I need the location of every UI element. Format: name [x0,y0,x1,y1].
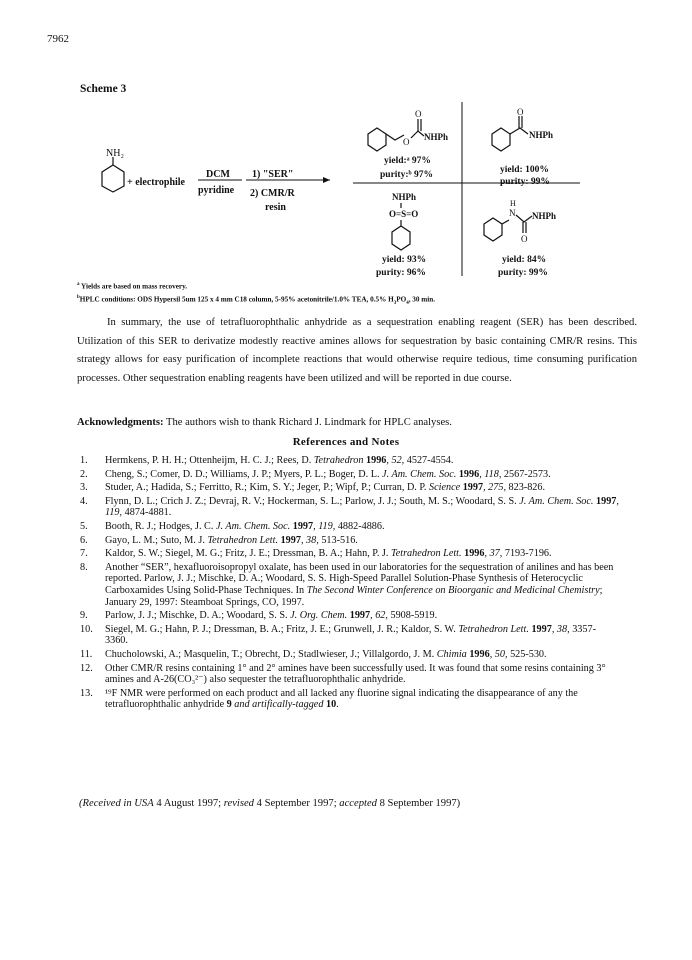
reference-authors: Gayo, L. M.; Suto, M. J. [105,534,208,546]
urea-h-label: H [510,199,516,208]
reference-journal: J. Am. Chem. Soc. [215,520,291,532]
product-4-purity: purity: 99% [498,268,548,278]
reference-number: 3. [80,482,88,494]
reference-volume: , 118, [479,468,502,480]
reference-authors: Siegel, M. G.; Hahn, P. J.; Dressman, B. A.; Fritz, J. E.; Grunwell, J. R.; Kaldor, S. W. [105,623,459,635]
reference-number: 12. [80,662,93,674]
reference-pages: 4527-4554. [404,455,454,466]
footnote-b: $^b$HPLC conditions: ODS Hypersil 5um 125 x 4 mm C18 column, 5-95% acetonitrile/1.0% TEA, 0.5% $H_3PO_4$, 30 min. [77,295,436,307]
reference-year: 1996 [466,648,490,660]
reference-item [80,663,620,686]
step-2-label: 2) CMR/R [250,188,295,199]
step-2-resin-label: resin [265,202,286,213]
reference-volume: , 52, [386,455,405,466]
product-1-purity: purity:ᵇ 97% [380,170,433,180]
reference-pages: 513-516. [318,534,358,546]
reference-volume: and artifically-tagged [231,699,326,711]
product-2-yield: yield: 100% [500,165,549,175]
received-dates [79,798,460,809]
product-3-nh-label: NHPh [392,192,417,202]
references-title: References and Notes [292,436,400,448]
accepted-label: accepted [339,798,377,809]
reference-text [105,562,620,608]
aniline-structure [102,148,124,192]
reference-authors: Parlow, J. J.; Mischke, D. A.; Woodard, S. S. [105,610,291,622]
reference-authors: Kaldor, S. W.; Siegel, M. G.; Fritz, J. E.; Dressman, B. A.; Hahn, P. J. [105,548,391,560]
reference-authors: Booth, R. J.; Hodges, J. C. [105,520,216,532]
carbonyl-oxygen-label: O [521,234,528,244]
reference-item [80,624,620,647]
product-2-structure [492,107,553,151]
carbonyl-oxygen-label: O [517,107,524,117]
reference-journal: Tetrahedron Lett. [390,548,462,560]
reference-item [80,521,620,533]
reference-authors: Flynn, D. L.; Crich J. Z.; Devraj, R. V.; Hockerman, S. L.; Parlow, J. J.; South, M. S.; Woodard, S. S. [105,495,520,507]
product-3-yield: yield: 93% [382,255,427,265]
solvent-label: DCM [206,169,230,180]
benzene-ring [102,165,124,192]
reference-text [105,610,620,622]
reference-end: . [336,699,339,711]
step-1-label: 1) "SER" [252,169,294,180]
reference-authors: ¹⁹F NMR were performed on each product and all lacked any fluorine signal indicating the disappearance of any the tetrafluorophthalic anhydride [105,687,578,711]
reference-item [80,535,620,547]
reference-text [105,469,620,481]
reference-item [80,496,620,519]
reference-number: 1. [80,455,88,466]
reference-journal: Tetrahedron [313,455,364,466]
scheme-title: Scheme 3 [80,83,127,95]
reference-authors: Hermkens, P. H. H.; Ottenheijm, H. C. J.; Rees, D. [105,455,314,466]
reference-journal: Tetrahedron Lett. [458,623,529,635]
acknowledgments-heading: Acknowledgments: [77,417,164,428]
reference-text [105,521,620,533]
product-4-nh-label: NHPh [532,211,557,221]
reference-year: 1997 [460,482,484,494]
carbonyl-oxygen-label: O [415,109,422,119]
amine-label: NH₂ [106,148,124,159]
reference-volume: , 119, [105,495,619,519]
received-label: (Received in USA [79,798,154,809]
reference-item [80,469,620,481]
reference-text [105,649,620,661]
reference-journal: J. Am. Chem. Soc. [519,495,594,507]
reference-text [105,688,620,711]
footnote-b-text-end: , 30 min. [408,295,436,304]
reference-year: 1997 [528,623,552,635]
reference-pages: 2567-2573. [501,468,551,480]
reference-authors: Cheng, S.; Comer, D. D.; Williams, J. P.; Myers, P. L.; Boger, D. L. [105,468,383,480]
reference-pages: ; January 29, 1997: Steamboat Springs, CO, 1997. [105,584,603,608]
reference-pages: 7193-7196. [502,548,552,560]
benzene-ring [392,226,410,250]
reference-authors: Studer, A.; Hadida, S.; Ferritto, R.; Kim, S. Y.; Jeger, P.; Wipf, P.; Curran, D. P. [105,482,430,494]
footnote-b-sub: 3 [393,301,397,307]
sulfonyl-label: O=S=O [389,209,419,219]
reference-text [105,535,620,547]
reference-item [80,482,620,494]
reference-number: 7. [80,548,88,560]
footnote-a: $^a$ Yields are based on mass recovery. [77,282,188,291]
reference-text [105,624,620,647]
reference-year: 1996 [456,468,480,480]
product-4-yield: yield: 84% [502,255,547,265]
reference-journal: Chimia [436,648,467,660]
reference-authors: Chucholowski, A.; Masquelin, T.; Obrecht, D.; Stadlwieser, J.; Villalgordo, J. M. [105,648,437,660]
reference-pages: 10 [325,699,337,711]
footnote-b-text-mid: PO [396,295,407,304]
reference-pages: 823-826. [505,482,546,494]
reference-number: 6. [80,534,88,546]
product-3-purity: purity: 96% [376,268,426,278]
references-list [80,455,620,713]
accepted-date: 8 September 1997) [376,798,461,809]
reference-pages: 4882-4886. [335,520,385,532]
benzene-ring [484,218,502,241]
page-number: 7962 [47,33,69,45]
reference-number: 5. [80,520,88,532]
reference-journal: The Second Winter Conference on Bioorganic and Medicinal Chemistry [306,584,600,596]
reference-journal: J. Org. Chem. [290,610,348,622]
product-2-nh-label: NHPh [529,130,554,140]
base-label: pyridine [198,185,235,196]
product-1-nh-label: NHPh [424,132,449,142]
reference-year: 1997 [593,495,617,507]
product-4-structure [484,199,556,244]
reference-item [80,455,620,467]
reference-volume: , 38, [551,623,570,635]
reference-pages: 3357- 3360. [105,623,596,647]
reaction-scheme [80,100,600,282]
ester-oxygen-label: O [403,137,410,147]
reference-item [80,562,620,608]
reference-pages: 525-530. [507,648,547,660]
reference-pages: 4874-4881. [122,507,172,519]
reference-volume: , 50, [489,648,508,660]
reference-volume: , 119, [313,520,336,532]
arrow-head-icon [323,177,330,183]
electrophile-label: + electrophile [127,177,185,188]
product-3-structure [389,192,418,250]
benzene-ring [368,128,386,151]
reference-journal: Tetrahedron Lett. [207,534,279,546]
footnote-b-sub: 4 [406,301,409,307]
revised-label: revised [223,798,254,809]
summary-paragraph: In summary, the use of tetrafluorophthalic anhydride as a sequestration enabling reagent (SER) has been described. Utilization of this SER to derivatize modestly reactive amines allows for sequestration by basic containing CMR/R resins. This strategy allows for easy purification of incomplete reactions that would otherwise require tedious, time consuming purification processes. Other sequestration enabling reagents have been utilized and will be reported in due course. [77,317,637,384]
product-1-yield: yield:ᵃ 97% [384,156,431,166]
reference-volume: , 38, [300,534,319,546]
scheme-footnotes [77,279,637,310]
footnote-a-text: Yields are based on mass recovery. [81,282,188,291]
reference-text [105,548,620,560]
footnote-b-text: HPLC conditions: ODS Hypersil 5um 125 x 4 mm C18 column, 5-95% acetonitrile/1.0% TEA, 0.5% H [79,295,394,304]
reference-year: 1997 [290,520,314,532]
reference-year: 1997 [347,610,371,622]
benzene-ring [492,128,510,151]
reference-item [80,610,620,622]
reference-number: 11. [80,648,93,660]
reference-number: 8. [80,561,88,573]
reference-year: 9 [226,699,232,711]
reference-text [105,663,620,686]
product-1-structure [368,109,448,151]
reference-authors: Another “SER”, hexafluoroisopropyl oxalate, has been used in our laboratories for the sequestration of anilines and has been reported. Parlow, J. J.; Mischke, D. A.; Woodard, S. S. High-Speed Parallel Solution-Phase Synthesis of Heterocyclic Carboxamides Using Solid-Phase Techniques. In [105,561,614,596]
reference-text [105,455,620,467]
reference-journal: Science [429,482,461,494]
reference-number: 4. [80,495,88,507]
reference-authors: Other CMR/R resins containing 1° and 2° amines have been successfully used. It was found that some resins containing 3° amines and A-26(CO₃²⁻) also sequester the tetrafluorophthalic anhydride. [105,662,606,686]
received-date: 4 August 1997; [153,798,224,809]
acknowledgments-text: The authors wish to thank Richard J. Lindmark for HPLC analyses. [163,417,452,428]
revised-date: 4 September 1997; [253,798,340,809]
reference-number: 9. [80,610,88,622]
reference-text [105,496,620,519]
reference-volume: , 62, [370,610,388,622]
reference-year: 1997 [278,534,301,546]
reference-number: 10. [80,623,93,635]
reference-item [80,548,620,560]
reference-text [105,482,620,494]
reference-journal: J. Am. Chem. Soc. [382,468,457,480]
reference-volume: , 37, [484,548,503,560]
reference-number: 2. [80,468,88,480]
reference-volume: , 275, [483,482,506,494]
urea-n-label: N [509,208,516,218]
product-2-purity: purity: 99% [500,177,550,187]
reference-year: 1996 [461,548,485,560]
acknowledgments [77,414,637,432]
reference-year: 1996 [363,455,387,466]
reference-item [80,688,620,711]
reference-pages: 5908-5919. [387,610,438,622]
reference-item [80,649,620,661]
reference-number: 13. [80,687,93,699]
